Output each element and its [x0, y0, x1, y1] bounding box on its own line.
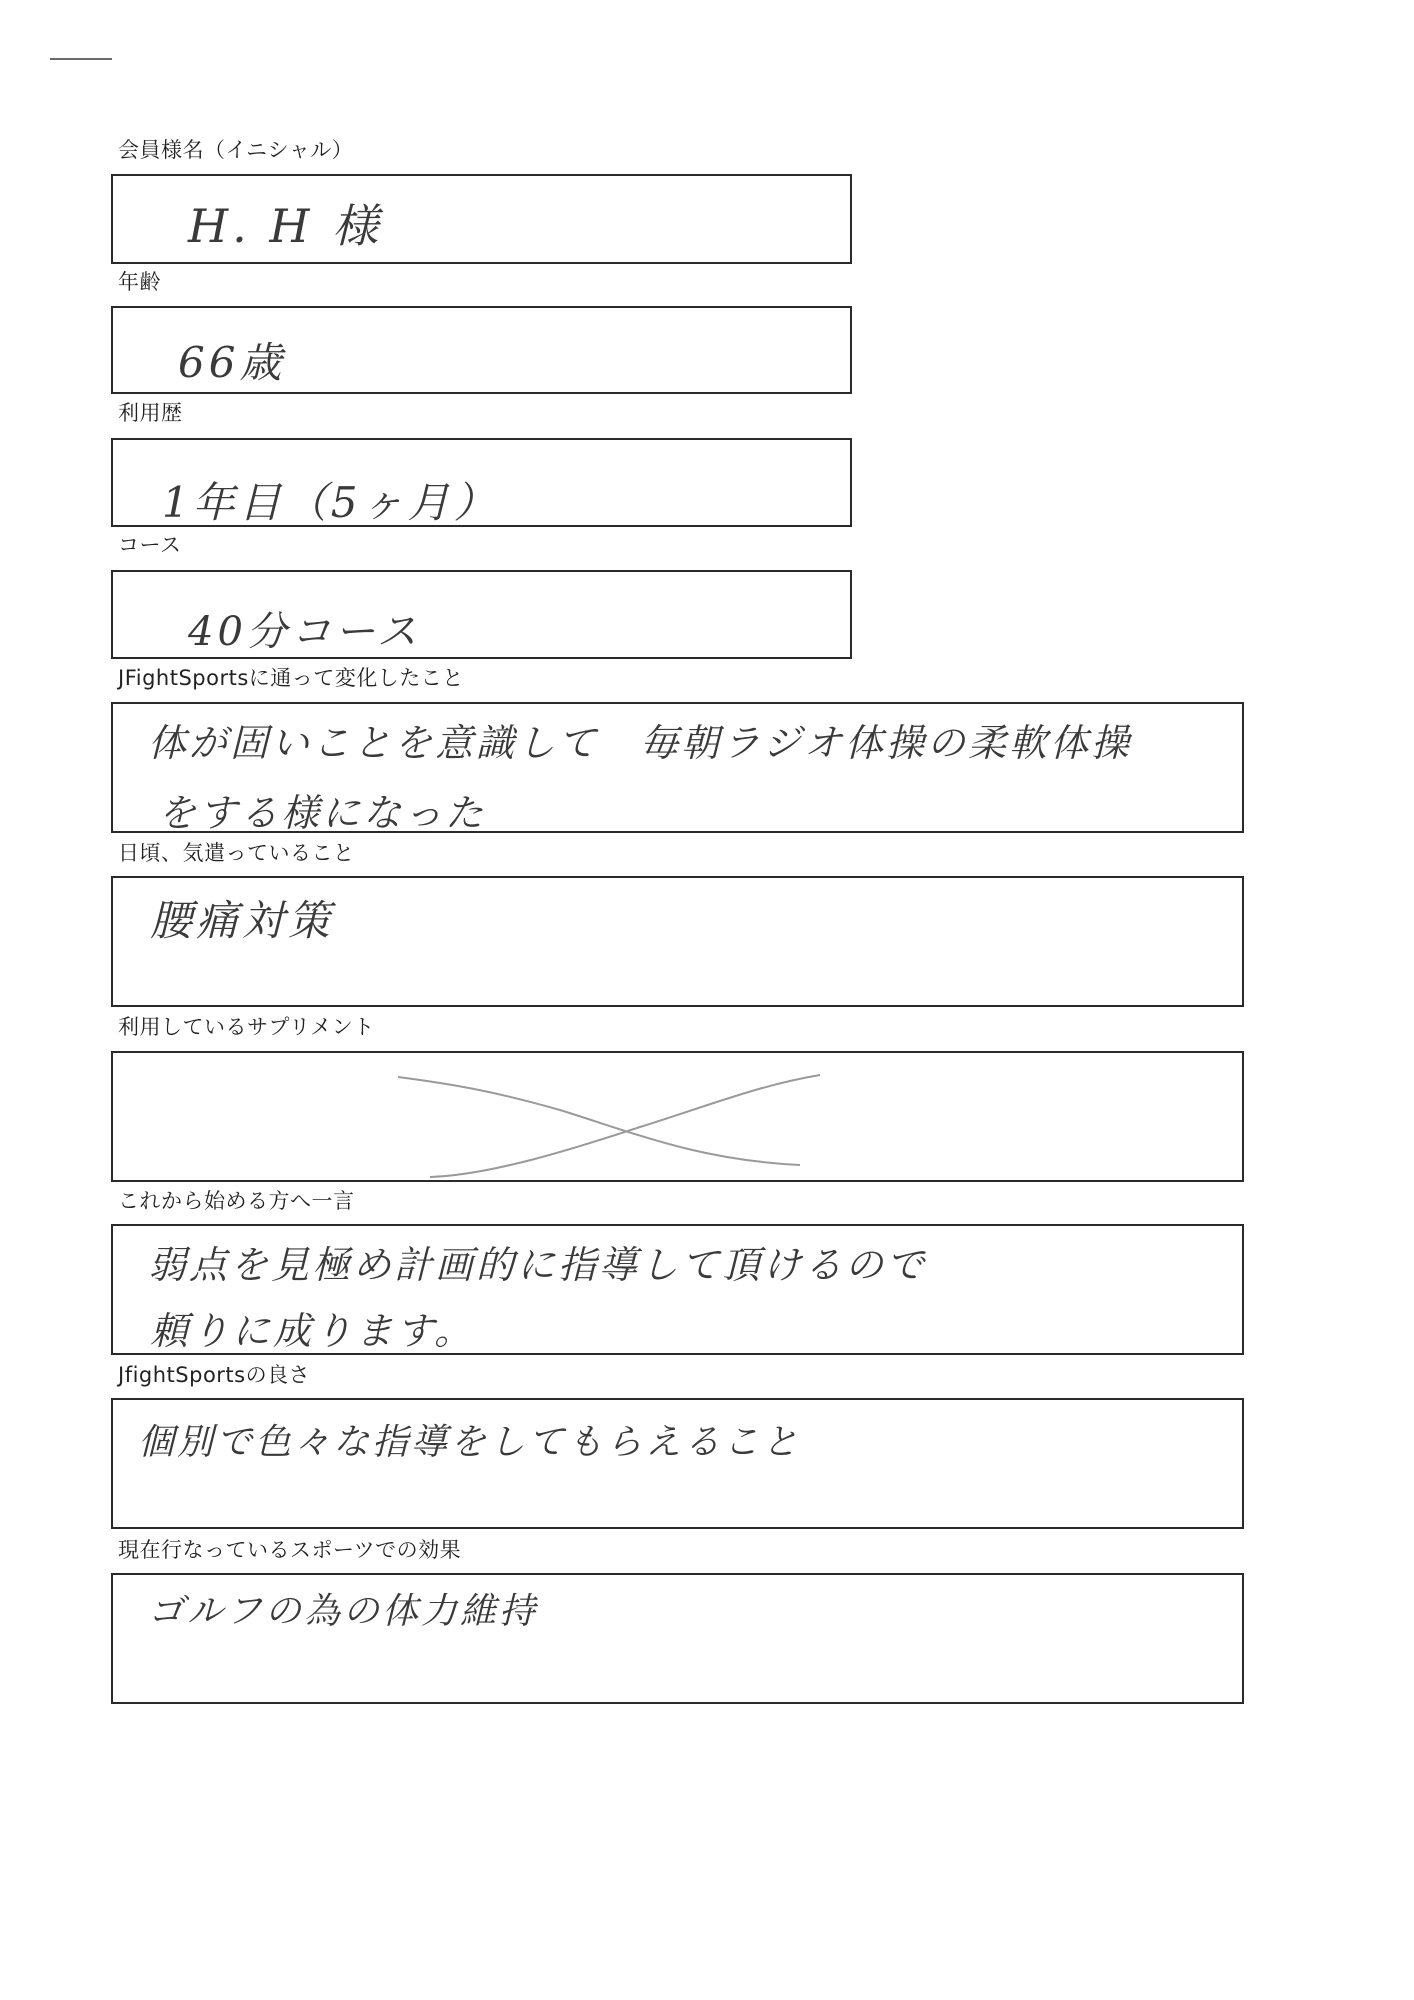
label-supplements: 利用しているサプリメント	[118, 1015, 375, 1039]
answer-member-name: H. H 様	[188, 199, 383, 253]
scan-mark	[50, 58, 112, 60]
cross-out-mark	[380, 1065, 840, 1195]
answer-strengths: 個別で色々な指導をしてもらえること	[138, 1422, 802, 1463]
label-sport-effect: 現在行なっているスポーツでの効果	[118, 1538, 462, 1562]
answer-change-line-2: をする様になった	[158, 791, 487, 835]
answer-usage-history: 1年目（5ヶ月）	[162, 478, 500, 527]
label-message: これから始める方へ一言	[118, 1189, 355, 1213]
label-daily-care: 日頃、気遣っていること	[118, 841, 355, 865]
label-age: 年齢	[118, 270, 161, 294]
answer-message-line-2: 頼りに成ります。	[150, 1309, 475, 1353]
label-strengths: JfightSportsの良さ	[118, 1363, 311, 1387]
answer-age: 66歳	[178, 338, 286, 387]
answer-message-line-1: 弱点を見極め計画的に指導して頂けるので	[148, 1243, 928, 1287]
label-member-name: 会員様名（イニシャル）	[118, 138, 354, 162]
answer-change-line-1: 体が固いことを意識して 毎朝ラジオ体操の柔軟体操	[148, 721, 1133, 765]
answer-sport-effect: ゴルフの為の体力維持	[148, 1591, 539, 1632]
answer-daily-care: 腰痛対策	[150, 896, 335, 945]
answer-course: 40分コース	[188, 609, 421, 655]
label-course: コース	[118, 533, 182, 557]
label-usage-history: 利用歴	[118, 401, 183, 425]
label-change: JFightSportsに通って変化したこと	[118, 666, 464, 690]
